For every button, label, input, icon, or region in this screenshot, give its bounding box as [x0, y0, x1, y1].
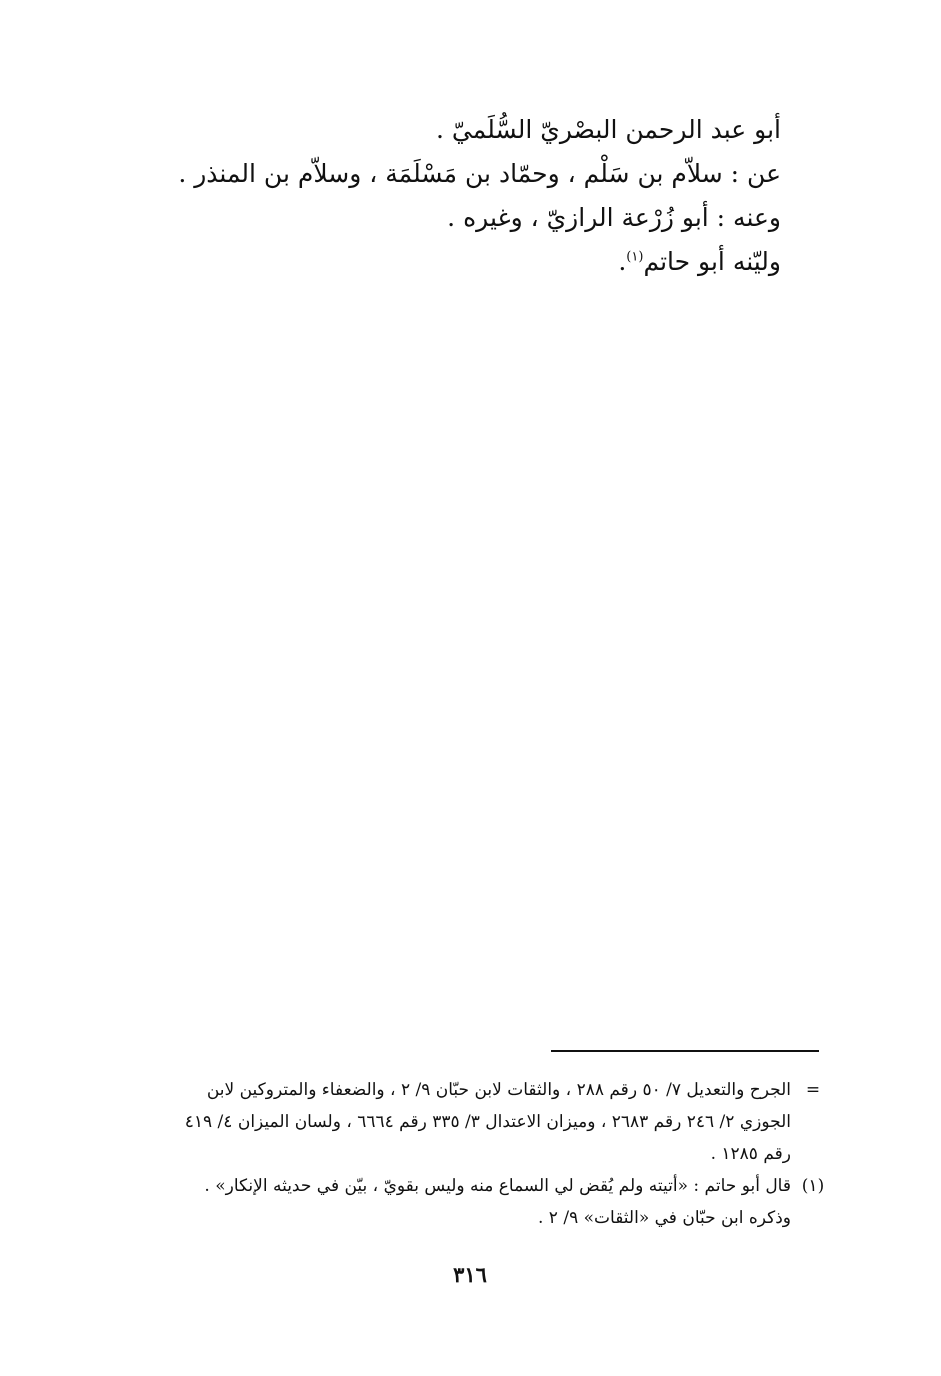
footnote-line: رقم ١٢٨٥ .: [710, 1144, 791, 1164]
main-line-assessment: [221, 240, 781, 284]
footnotes: [109, 1074, 829, 1234]
footnote-reference[interactable]: (١): [626, 249, 644, 265]
page-number: ٣١٦: [453, 1262, 487, 1287]
footnote-line: الجوزي ٢/ ٢٤٦ رقم ٢٦٨٣ ، وميزان الاعتدال ٣/ ٣٣٥ رقم ٦٦٦٤ ، ولسان الميزان ٤/ ٤١٩: [184, 1112, 791, 1132]
main-line-narrated-from: عن : سلاّم بن سَلْم ، وحمّاد بن مَسْلَمَة ، وسلاّم بن المنذر .: [178, 159, 781, 188]
footnote-1: [109, 1170, 829, 1234]
footnote-marker: =: [805, 1080, 821, 1100]
main-line-name: أبو عبد الرحمن البصْريّ السُّلَميّ .: [436, 115, 781, 144]
footnote-line: وذكره ابن حبّان في «الثقات» ٩/ ٢ .: [537, 1208, 791, 1228]
footnote-body: [109, 1170, 791, 1234]
main-line-assessment-end: .: [618, 247, 627, 276]
footnote-line: قال أبو حاتم : «أتيته ولم يُقض لي السماع منه وليس بقويّ ، بيّن في حديثه الإنكار» .: [204, 1176, 791, 1196]
footnote-continued: [109, 1074, 829, 1170]
main-text: [178, 108, 781, 284]
footnote-line: الجرح والتعديل ٧/ ٥٠ رقم ٢٨٨ ، والثقات لابن حبّان ٩/ ٢ ، والضعفاء والمتروكين لابن: [206, 1080, 791, 1100]
main-line-assessment-text: وليّنه أبو حاتم: [643, 247, 781, 276]
footnote-marker: (١): [801, 1176, 825, 1196]
main-line-narrated-by: وعنه : أبو زُرْعة الرازيّ ، وغيره .: [447, 203, 781, 232]
footnote-separator: [551, 1050, 819, 1052]
footnote-body: [109, 1074, 791, 1170]
